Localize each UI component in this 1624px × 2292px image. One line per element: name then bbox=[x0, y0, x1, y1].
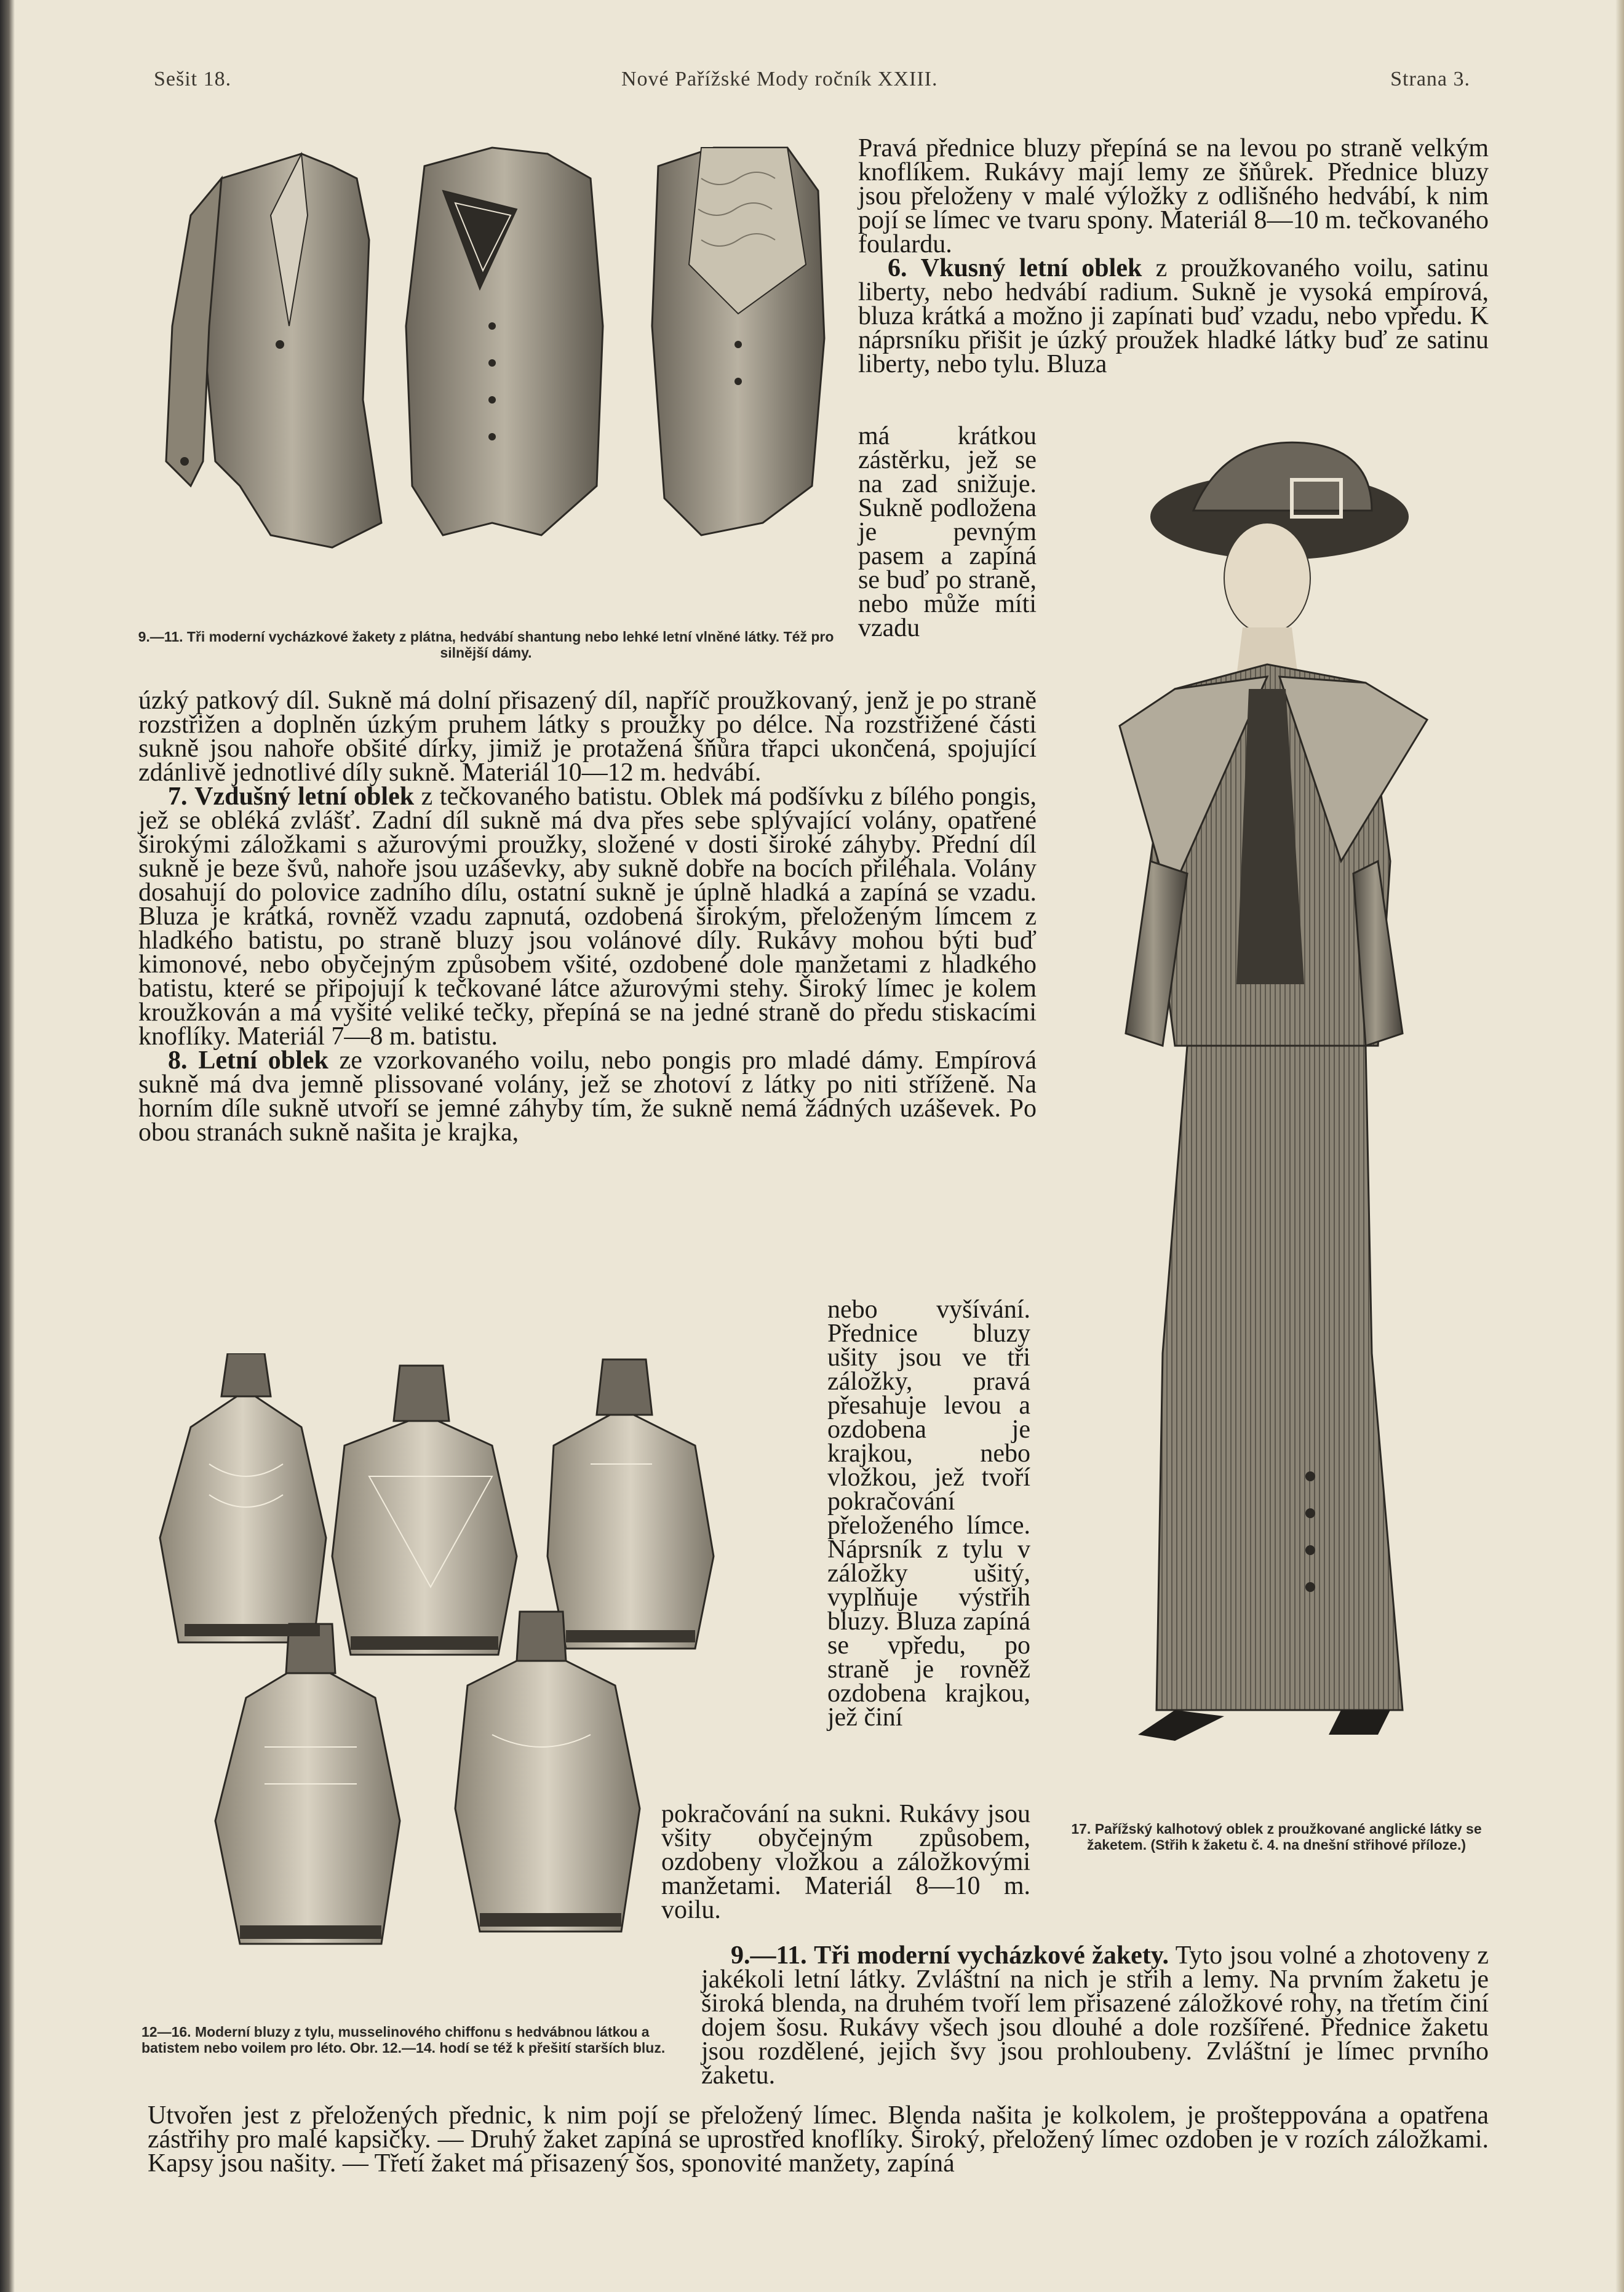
text-block-bottom bbox=[148, 2101, 1489, 2178]
paragraph-7 bbox=[138, 782, 1037, 1051]
text-block-narrow-1 bbox=[858, 424, 1037, 640]
paragraph-5-end: Pravá přednice bluzy přepíná se na levou po straně velkým knoflíkem. Rukávy mají lemy ze šňůrek. Přednice bluzy jsou přeloženy v malé výložky z odlišného hedvábí, k nim pojí se límec ve tvaru spony. Materiál 8—10 m. tečkovaného foulardu. bbox=[858, 134, 1489, 258]
item-title: Vkusný letní oblek bbox=[920, 254, 1142, 282]
paragraph-6-cont: má krátkou zástěrku, jež se na zad snižuje. Sukně podložena je pevným pasem a zapíná se buď po straně, nebo může míti vzadu bbox=[858, 422, 1037, 642]
blouses-caption: 12—16. Moderní bluzy z tylu, musselinového chiffonu s hedvábnou látkou a batistem nebo voilem pro léto. Obr. 12.—14. hodí se též k přešití starších bluz. bbox=[141, 2024, 666, 2056]
page-binding-shadow bbox=[0, 0, 15, 2292]
page-edge bbox=[1615, 0, 1624, 2292]
paragraph-9-11 bbox=[701, 1941, 1489, 2090]
blouses-illustration bbox=[123, 1353, 812, 2005]
paragraph-6-end: úzký patkový díl. Sukně má dolní přisazený díl, napříč proužkovaný, jenž je po straně rozstřižen a doplněn úzkým pruhem látky s proužky po délce. Na rozstřižené části sukně jsou nahoře obšité dírky, jimiž je protažená šňůra třapci ukončená, spojující zdánlivě jednotlivé díly sukně. Materiál 10—12 m. hedvábí. bbox=[138, 686, 1037, 787]
suit-illustration bbox=[1083, 431, 1489, 1772]
text-block-lower-right bbox=[701, 1941, 1489, 2090]
text-block-top-right bbox=[858, 134, 1489, 378]
issue-number: Sešit 18. bbox=[154, 68, 232, 90]
paragraph-9-11-cont: Utvořen jest z přeložených přednic, k nim pojí se přeložený límec. Blenda našita je kolkolem, je prošteppována a opatřena zástřihy pro malé kapsičky. — Druhý žaket zapíná se uprostřed knoflíky. Široký, přeložený límec ozdoben je v rozích záložkami. Kapsy jsou našity. — Třetí žaket má přisazený šos, sponovité manžety, zapíná bbox=[148, 2101, 1489, 2178]
item-title: Letní oblek bbox=[198, 1046, 328, 1075]
text-block-left-main bbox=[138, 686, 1037, 1147]
paragraph-8-cont: nebo vyšívání. Přednice bluzy ušity jsou ve tři záložky, pravá přesahuje levou a ozdobena je krajkou, nebo vložkou, jež tvoří pokračování přeloženého límce. Náprsník z tylu v záložky ušitý, vyplňuje výstřih bluzy. Bluza zapíná se vpředu, po straně je rovněž ozdobena krajkou, jež činí bbox=[827, 1295, 1030, 1732]
paragraph-8 bbox=[138, 1046, 1037, 1147]
item-text: z proužkovaného voilu, satinu liberty, nebo hedvábí radium. Sukně je vysoká empírová, bluza krátká a možno ji zapínati buď vzadu, nebo vpředu. K náprsníku přišit je úzký proužek hladké látky buď ze satinu liberty, nebo tylu. Bluza bbox=[858, 254, 1489, 378]
item-number: 6. bbox=[888, 254, 907, 282]
item-text: z tečkovaného batistu. Oblek má podšívku z bílého pongis, jež se obléká zvlášť. Zadní díl sukně má dva přes sebe splývající volány, opatřené širokými záložkami s ažurovými proužky, složené v dosti široké záhyby. Přední díl sukně je beze švů, nahoře jsou uzáševky, aby sukně dobře na bocích přiléhala. Volány dosahují do polovice zadního dílu, ostatní sukně je úplně hladká a zapíná se vzadu. Bluza je krátká, rovněž vzadu zapnutá, ozdobená širokým, přeloženým límcem z hladkého batistu, po straně bluzy jsou volánové díly. Rukávy mohou býti buď kimonové, nebo obyčejným způsobem všité, ozdobené dole manžetami z hladkého batistu, které se připojují k tečkované látce ažurovými stehy. Široký límec je kolem kroužkován a má vyšité veliké tečky, přepíná se na jedné straně do předu stiskacími knoflíky. Materiál 7—8 m. batistu. bbox=[138, 782, 1037, 1051]
suit-caption: 17. Pařížský kalhotový oblek z proužkované anglické látky se žaketem. (Střih k žaketu č. 4. na dnešní střihové příloze.) bbox=[1071, 1821, 1482, 1853]
item-title: Vzdušný letní oblek bbox=[194, 782, 415, 811]
paragraph-6 bbox=[858, 254, 1489, 378]
item-text: ze vzorkovaného voilu, nebo pongis pro mladé dámy. Empírová sukně má dva jemně plissované volány, jež se zhotoví z látky po niti stříženě. Na horním díle sukně utvoří se jemné záhyby tím, že sukně nemá žádných uzáševek. Po obou stranách sukně našita je krajka, bbox=[138, 1046, 1037, 1147]
page-number: Strana 3. bbox=[1390, 68, 1470, 90]
running-header bbox=[154, 68, 1470, 105]
jackets-illustration bbox=[148, 141, 830, 621]
item-number: 8. bbox=[168, 1046, 188, 1075]
item-title: Tři moderní vycházkové žakety. bbox=[814, 1941, 1169, 1970]
journal-title: Nové Pařížské Mody ročník XXIII. bbox=[621, 68, 938, 90]
text-block-narrow-2 bbox=[827, 1295, 1030, 1732]
item-text: Tyto jsou volné a zhotoveny z jakékoli letní látky. Zvláštní na nich je střih a lemy. Na prvním žaketu je široká blenda, na druhém tvoří lem přisazené záložkové rohy, na třetím činí dojem šosu. Rukávy všech jsou dlouhé a dole rozšířené. Přednice žaketu jsou rozdělené, jejich švy jsou prohloubeny. Zvláštní je límec prvního žaketu. bbox=[701, 1941, 1489, 2090]
item-number: 9.—11. bbox=[731, 1941, 807, 1970]
item-number: 7. bbox=[168, 782, 188, 811]
paragraph-8-end: pokračování na sukni. Rukávy jsou všity obyčejným způsobem, ozdobeny vložkou a záložkovými manžetami. Materiál 8—10 m. voilu. bbox=[661, 1800, 1030, 1924]
jackets-caption: 9.—11. Tři moderní vycházkové žakety z plátna, hedvábí shantung nebo lehké letní vlněné látky. Též pro silnější dámy. bbox=[138, 629, 834, 661]
